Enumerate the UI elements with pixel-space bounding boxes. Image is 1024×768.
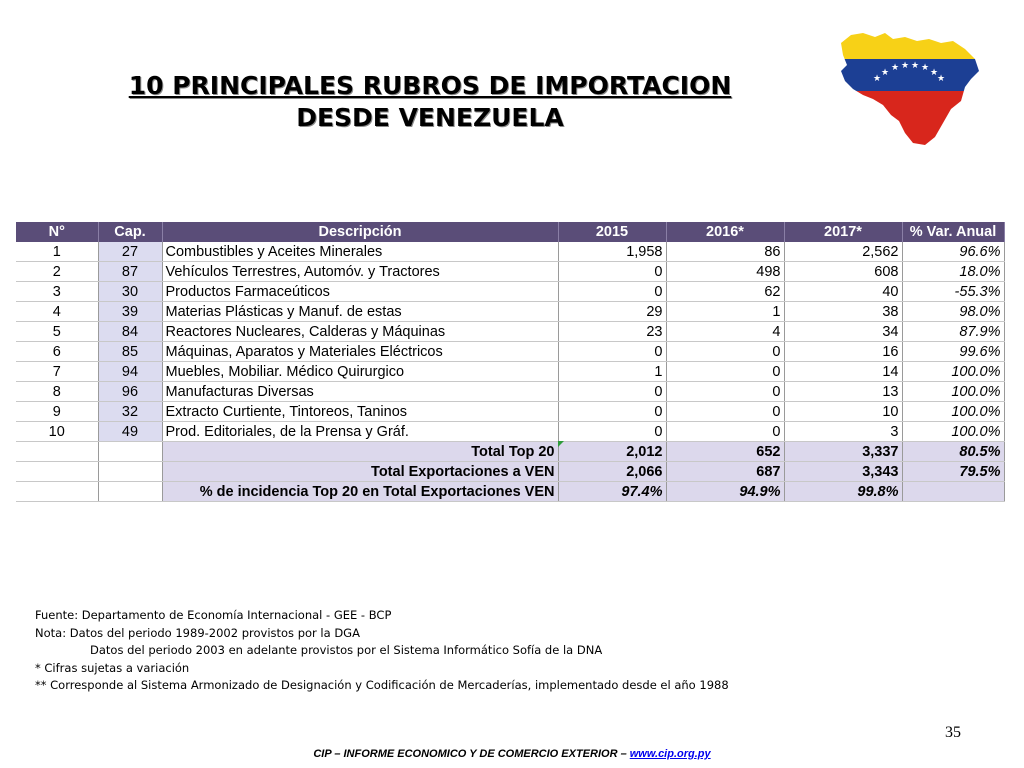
cell-n: 9: [16, 402, 98, 422]
cell-2017: 13: [784, 382, 902, 402]
svg-text:★: ★: [891, 63, 900, 73]
cell-2016: 0: [666, 382, 784, 402]
cell-descripcion: Muebles, Mobiliar. Médico Quirurgico: [162, 362, 558, 382]
cell-cap: 32: [98, 402, 162, 422]
total-2016: 652: [666, 442, 784, 462]
total-var-anual: [902, 482, 1004, 502]
cell-2017: 40: [784, 282, 902, 302]
cell-2015: 1: [558, 362, 666, 382]
total-2015: 97.4%: [558, 482, 666, 502]
cell-2015: 0: [558, 262, 666, 282]
table-row: [16, 402, 1004, 422]
cell-cap: 30: [98, 282, 162, 302]
cell-2017: 10: [784, 402, 902, 422]
total-2017: 99.8%: [784, 482, 902, 502]
total-2016: 687: [666, 462, 784, 482]
cell-descripcion: Prod. Editoriales, de la Prensa y Gráf.: [162, 422, 558, 442]
cell-cap: 49: [98, 422, 162, 442]
svg-text:★: ★: [921, 63, 930, 73]
cell-descripcion: Máquinas, Aparatos y Materiales Eléctricos: [162, 342, 558, 362]
cell-2015: 23: [558, 322, 666, 342]
cell-cap: 84: [98, 322, 162, 342]
footnote-cifras: * Cifras sujetas a variación: [35, 660, 190, 675]
total-label: Total Top 20: [162, 442, 558, 462]
cell-comment-marker-icon: [558, 441, 564, 447]
cell-2016: 1: [666, 302, 784, 322]
total-row: [16, 462, 1004, 482]
cell-2017: 16: [784, 342, 902, 362]
venezuela-flag-map-icon: [833, 25, 983, 150]
footnote-fuente: Fuente: Departamento de Economía Internacional - GEE - BCP: [35, 608, 392, 622]
cell-empty: [16, 442, 98, 462]
cell-n: 6: [16, 342, 98, 362]
total-row: [16, 442, 1004, 462]
table-row: [16, 262, 1004, 282]
cell-empty: [98, 462, 162, 482]
title-line-1: 10 PRINCIPALES RUBROS DE IMPORTACION: [128, 71, 732, 100]
cell-var-anual: 18.0%: [902, 262, 1004, 282]
page-number: 35: [945, 724, 961, 741]
table-row: [16, 382, 1004, 402]
footnote-sistema: ** Corresponde al Sistema Armonizado de Designación y Codificación de Mercaderías, implementado desde el año 1988: [35, 678, 729, 692]
cell-2015: 0: [558, 282, 666, 302]
table-row: [16, 302, 1004, 322]
svg-text:★: ★: [937, 74, 946, 84]
total-2015: 2,066: [558, 462, 666, 482]
cell-cap: 85: [98, 342, 162, 362]
cell-cap: 87: [98, 262, 162, 282]
cell-2017: 14: [784, 362, 902, 382]
svg-text:★: ★: [881, 68, 890, 78]
page-title: [90, 70, 770, 134]
cell-2016: 0: [666, 422, 784, 442]
cell-cap: 27: [98, 242, 162, 262]
cell-n: 3: [16, 282, 98, 302]
flag-yellow-band: [833, 25, 983, 59]
header-n: N°: [16, 222, 98, 242]
cell-2016: 0: [666, 342, 784, 362]
cell-cap: 39: [98, 302, 162, 322]
table-row: [16, 362, 1004, 382]
header-cap: Cap.: [98, 222, 162, 242]
footnote-nota-2: Datos del periodo 2003 en adelante provistos por el Sistema Informático Sofía de la DNA: [90, 643, 603, 657]
cell-2017: 3: [784, 422, 902, 442]
svg-text:★: ★: [911, 61, 920, 71]
cell-n: 10: [16, 422, 98, 442]
cell-n: 5: [16, 322, 98, 342]
total-var-anual: 79.5%: [902, 462, 1004, 482]
cell-2016: 498: [666, 262, 784, 282]
cell-var-anual: 100.0%: [902, 362, 1004, 382]
cell-n: 8: [16, 382, 98, 402]
cell-2015: 0: [558, 422, 666, 442]
table-row: [16, 422, 1004, 442]
cell-n: 2: [16, 262, 98, 282]
cell-var-anual: 96.6%: [902, 242, 1004, 262]
cell-cap: 96: [98, 382, 162, 402]
cell-2015: 29: [558, 302, 666, 322]
cell-var-anual: 100.0%: [902, 422, 1004, 442]
header-var-anual: % Var. Anual: [902, 222, 1004, 242]
total-2016: 94.9%: [666, 482, 784, 502]
cell-descripcion: Vehículos Terrestres, Automóv. y Tractores: [162, 262, 558, 282]
footer-text: CIP – INFORME ECONOMICO Y DE COMERCIO EXTERIOR –: [313, 748, 630, 760]
total-label: % de incidencia Top 20 en Total Exportaciones VEN: [162, 482, 558, 502]
header-descripcion: Descripción: [162, 222, 558, 242]
cell-2016: 4: [666, 322, 784, 342]
cell-var-anual: 100.0%: [902, 382, 1004, 402]
header-2017: 2017*: [784, 222, 902, 242]
cell-descripcion: Materias Plásticas y Manuf. de estas: [162, 302, 558, 322]
table-row: [16, 242, 1004, 262]
total-2017: 3,343: [784, 462, 902, 482]
title-line-2: DESDE VENEZUELA: [296, 103, 564, 132]
cell-2016: 0: [666, 362, 784, 382]
total-2015: 2,012: [558, 442, 666, 462]
cell-2017: 608: [784, 262, 902, 282]
footnotes: [35, 607, 729, 695]
total-row: [16, 482, 1004, 502]
footer: [0, 748, 1024, 760]
cell-var-anual: 100.0%: [902, 402, 1004, 422]
cell-2016: 62: [666, 282, 784, 302]
cell-2015: 0: [558, 382, 666, 402]
cell-descripcion: Productos Farmaceúticos: [162, 282, 558, 302]
table-row: [16, 322, 1004, 342]
cell-empty: [98, 442, 162, 462]
svg-text:★: ★: [930, 68, 939, 78]
cell-2015: 0: [558, 402, 666, 422]
cell-n: 4: [16, 302, 98, 322]
cell-n: 7: [16, 362, 98, 382]
cell-descripcion: Manufacturas Diversas: [162, 382, 558, 402]
cell-var-anual: 87.9%: [902, 322, 1004, 342]
cell-2016: 86: [666, 242, 784, 262]
total-var-anual: 80.5%: [902, 442, 1004, 462]
total-label: Total Exportaciones a VEN: [162, 462, 558, 482]
total-2017: 3,337: [784, 442, 902, 462]
cell-var-anual: 99.6%: [902, 342, 1004, 362]
cell-descripcion: Extracto Curtiente, Tintoreos, Taninos: [162, 402, 558, 422]
header-2016: 2016*: [666, 222, 784, 242]
cell-cap: 94: [98, 362, 162, 382]
cell-empty: [98, 482, 162, 502]
svg-text:★: ★: [901, 61, 910, 71]
cell-var-anual: 98.0%: [902, 302, 1004, 322]
cell-2017: 38: [784, 302, 902, 322]
cell-descripcion: Reactores Nucleares, Calderas y Máquinas: [162, 322, 558, 342]
cell-n: 1: [16, 242, 98, 262]
table-row: [16, 342, 1004, 362]
header-2015: 2015: [558, 222, 666, 242]
table-row: [16, 282, 1004, 302]
cell-empty: [16, 482, 98, 502]
footer-link[interactable]: www.cip.org.py: [629, 748, 711, 760]
cell-2016: 0: [666, 402, 784, 422]
footnote-nota: Nota: Datos del periodo 1989-2002 provistos por la DGA: [35, 625, 360, 640]
cell-2017: 2,562: [784, 242, 902, 262]
cell-2017: 34: [784, 322, 902, 342]
flag-red-band: [833, 91, 983, 150]
cell-2015: 1,958: [558, 242, 666, 262]
cell-var-anual: -55.3%: [902, 282, 1004, 302]
cell-empty: [16, 462, 98, 482]
imports-table: [16, 222, 1005, 502]
svg-text:★: ★: [873, 74, 882, 84]
cell-2015: 0: [558, 342, 666, 362]
cell-descripcion: Combustibles y Aceites Minerales: [162, 242, 558, 262]
table-header-row: [16, 222, 1004, 242]
